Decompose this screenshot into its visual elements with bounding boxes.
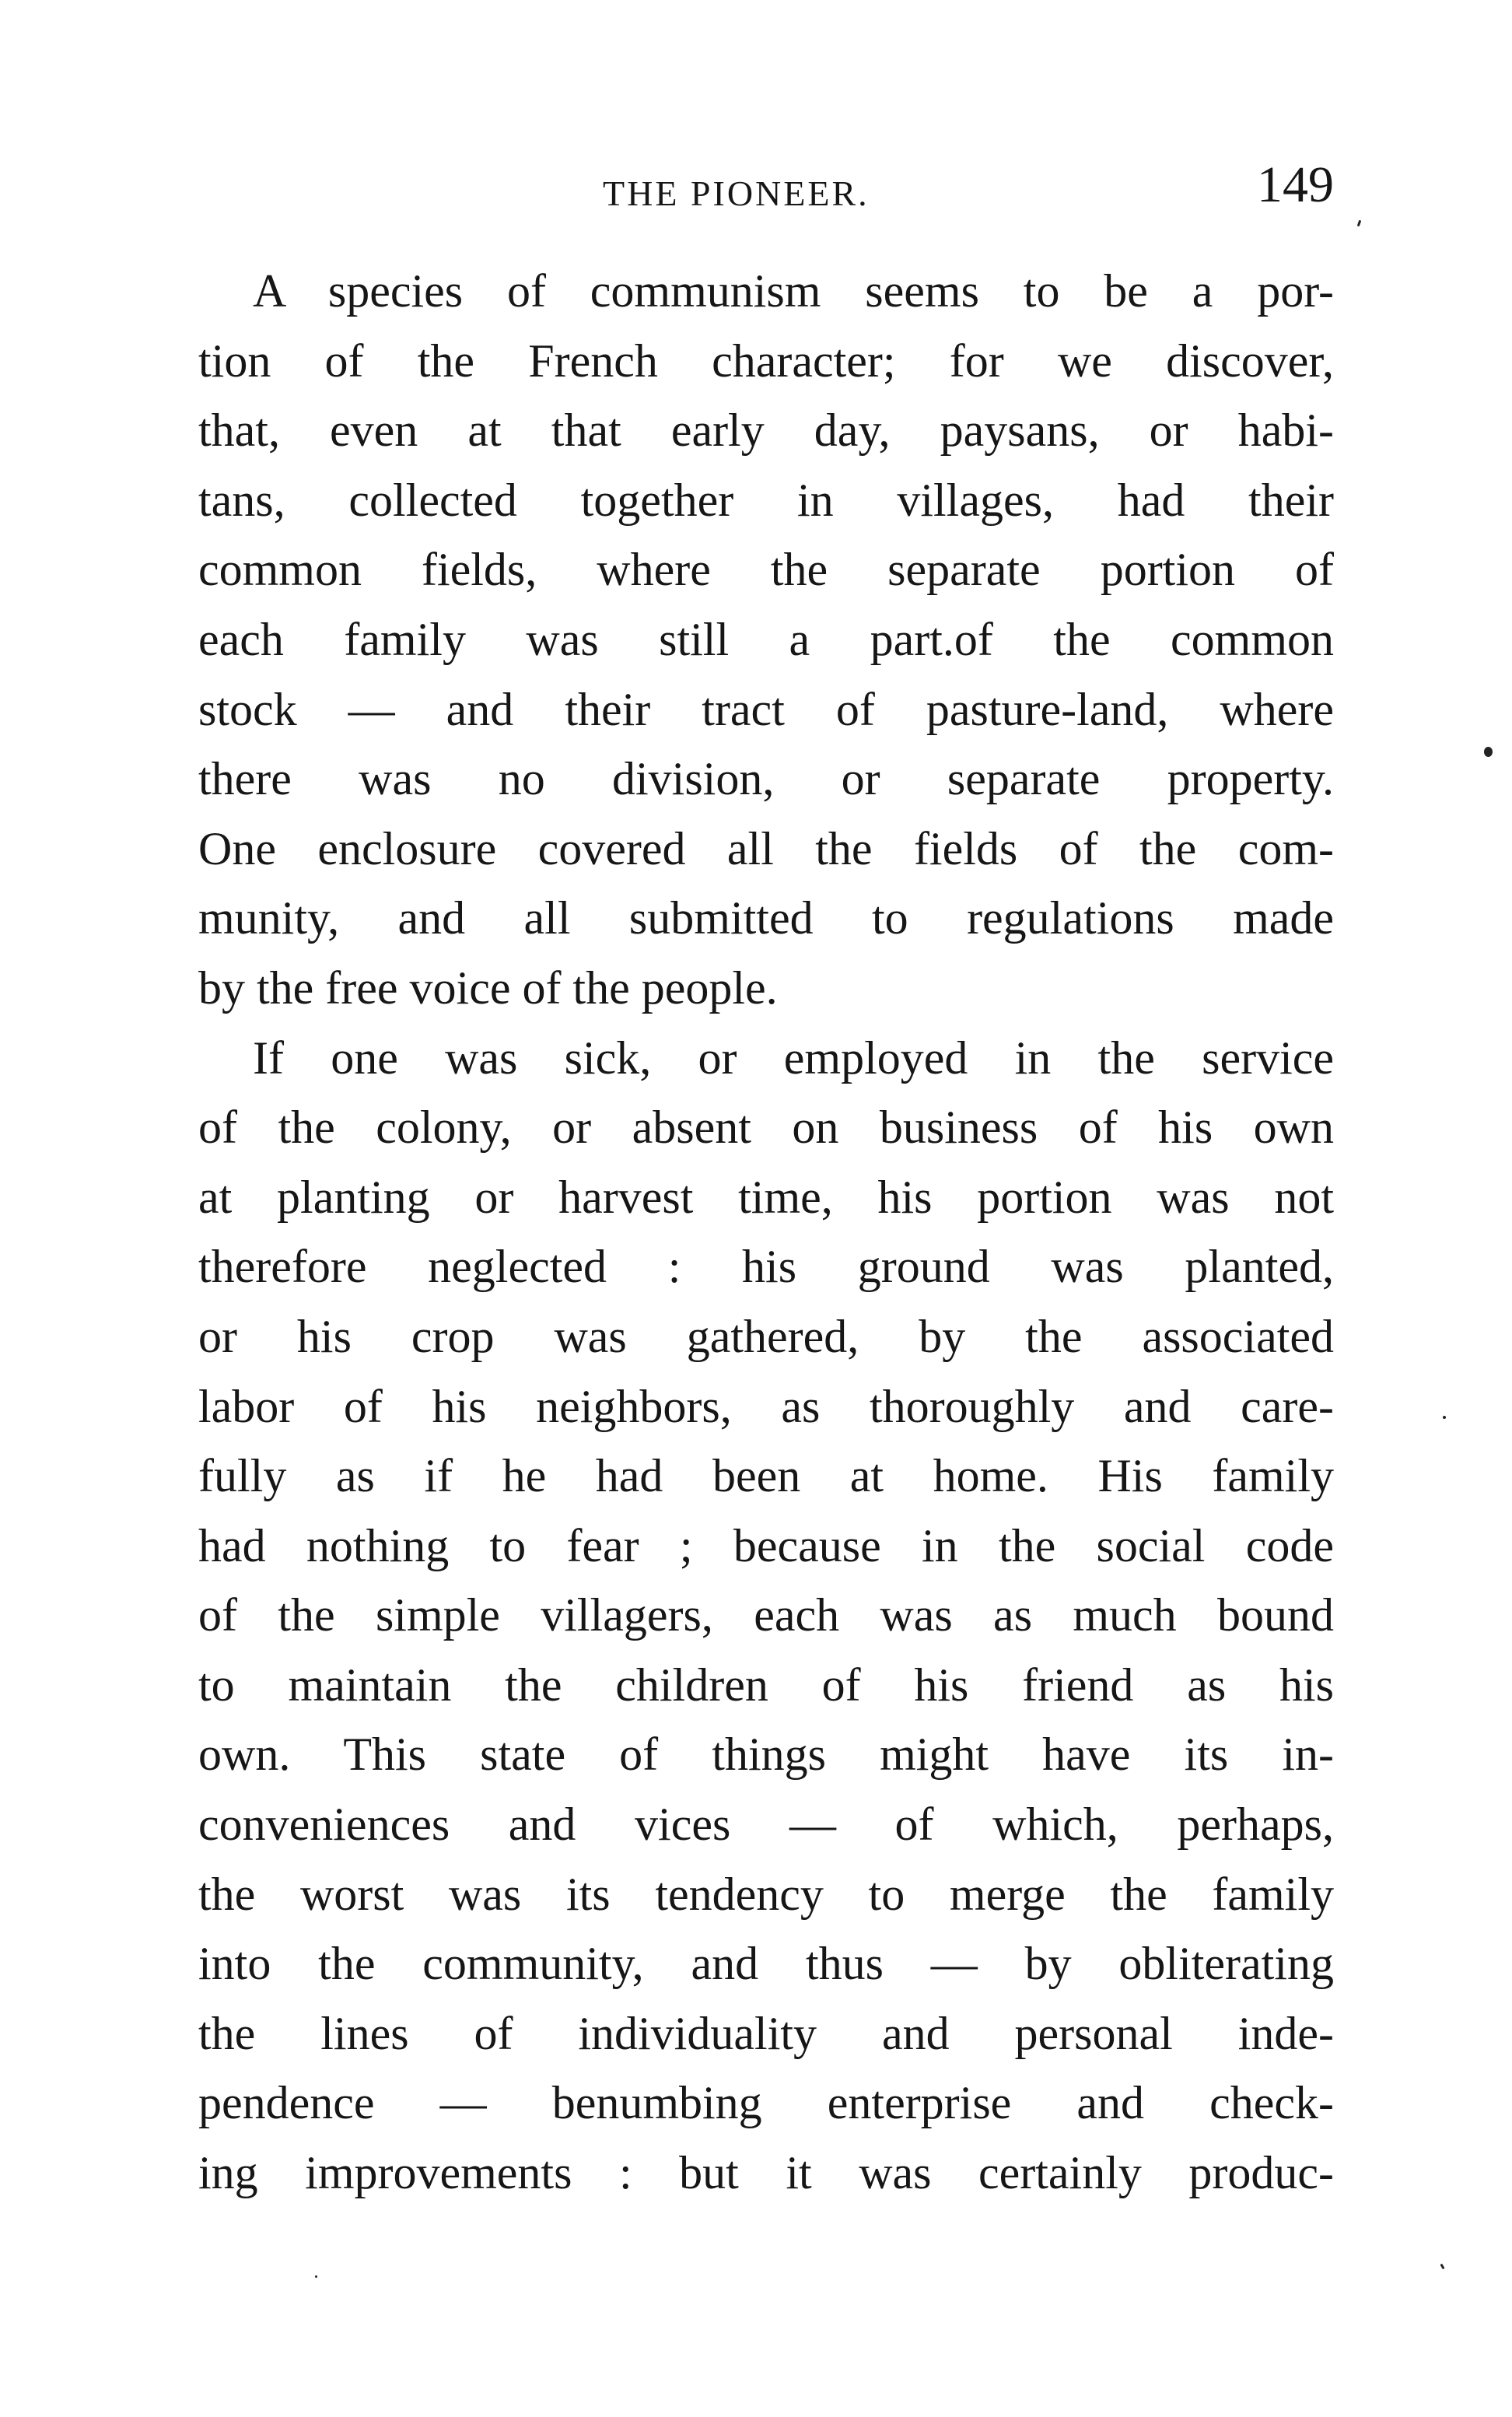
ink-speck — [1440, 2264, 1444, 2270]
text-line: that, even at that early day, paysans, or habi- — [198, 405, 1334, 457]
text-line: therefore neglected : his ground was planted, — [198, 1241, 1334, 1293]
text-line: One enclosure covered all the fields of the com- — [198, 822, 1334, 874]
text-line: or his crop was gathered, by the associated — [198, 1310, 1334, 1362]
text-line: conveniences and vices — of which, perhaps, — [198, 1799, 1334, 1851]
text-line: of the simple villagers, each was as much bound — [198, 1589, 1334, 1641]
text-line: tans, collected together in villages, had their — [198, 474, 1334, 526]
text-line: into the community, and thus — by obliterating — [198, 1938, 1334, 1990]
ink-speck — [1443, 1416, 1446, 1419]
text-line: stock — and their tract of pasture-land, where — [198, 683, 1334, 735]
text-line: ing improvements : but it was certainly produc- — [198, 2147, 1334, 2199]
text-line: at planting or harvest time, his portion was not — [198, 1171, 1334, 1223]
page-number: 149 — [1257, 156, 1334, 213]
ink-speck — [315, 2275, 317, 2278]
text-line: the worst was its tendency to merge the family — [198, 1868, 1334, 1920]
running-head: THE PIONEER. — [603, 173, 870, 213]
ink-speck — [1357, 220, 1362, 227]
page-header — [198, 156, 1334, 226]
text-line: fully as if he had been at home. His family — [198, 1450, 1334, 1502]
text-line: munity, and all submitted to regulations made — [198, 892, 1334, 944]
ink-speck — [1484, 747, 1493, 757]
text-line: tion of the French character; for we discover, — [198, 335, 1334, 387]
text-line: common fields, where the separate portion of — [198, 544, 1334, 596]
text-line: to maintain the children of his friend as his — [198, 1659, 1334, 1711]
text-line: there was no division, or separate property. — [198, 753, 1334, 805]
text-line: had nothing to fear ; because in the social code — [198, 1519, 1334, 1571]
text-line: own. This state of things might have its in- — [198, 1729, 1334, 1781]
text-line: each family was still a part.of the common — [198, 613, 1334, 665]
text-line: the lines of individuality and personal inde- — [198, 2007, 1334, 2059]
text-line: of the colony, or absent on business of his own — [198, 1102, 1334, 1154]
body-text — [198, 257, 1334, 2209]
text-line: labor of his neighbors, as thoroughly and care- — [198, 1380, 1334, 1432]
text-line: by the free voice of the people. — [198, 962, 778, 1014]
text-line: pendence — benumbing enterprise and check- — [198, 2077, 1334, 2129]
text-line: If one was sick, or employed in the service — [253, 1032, 1334, 1084]
text-line: A species of communism seems to be a por- — [253, 265, 1334, 317]
